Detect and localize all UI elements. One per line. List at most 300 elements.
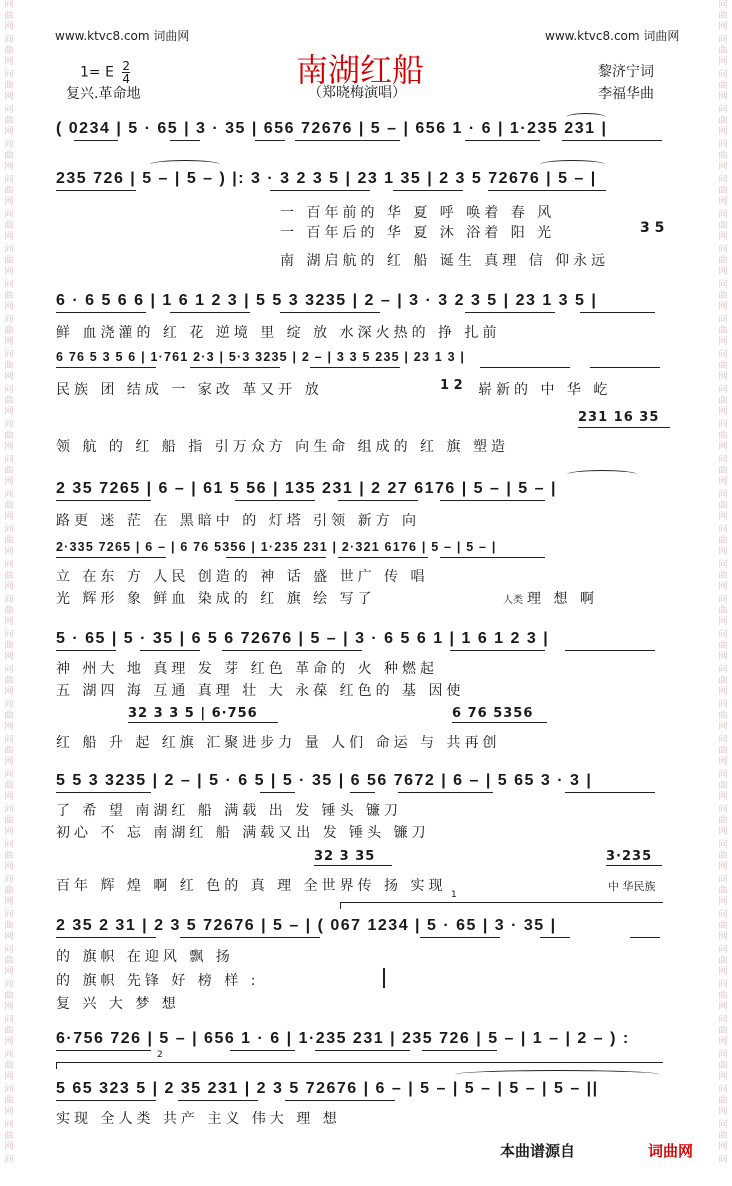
watermark-glyph: 曲: [4, 11, 14, 21]
watermark-glyph: 问: [4, 1085, 14, 1095]
watermark-glyph: 曲: [718, 326, 728, 336]
watermark-glyph: 曲: [4, 921, 14, 931]
score-line-5: 2 35 7265 | 6 – | 61 5 56 | 135 231 | 2 27 6176 | 5 – | 5 – |: [56, 480, 557, 497]
watermark-glyph: 网: [718, 57, 728, 67]
watermark-glyph: 网: [4, 1142, 14, 1152]
source-label: 本曲谱源自: [500, 1142, 576, 1160]
underline: [350, 792, 375, 793]
lyric-line-7-verse-1: 神 州大 地 真理 发 芽 红色 革命的 火 种燃起: [56, 661, 439, 677]
underline: [260, 792, 295, 793]
watermark-glyph: 曲: [718, 46, 728, 56]
watermark-glyph: 曲: [718, 221, 728, 231]
lyric-line-5: 路更 迷 茫 在 黑暗中 的 灯塔 引领 新方 向: [56, 513, 421, 529]
underline: [315, 1050, 410, 1051]
tie: [455, 1070, 660, 1079]
score-line-3: 6 · 6 5 6 6 | 1 6 1 2 3 | 5 5 3 3235 | 2 – | 3 · 3 2 3 5 | 23 1 3 5 |: [56, 292, 598, 309]
watermark-glyph: 问: [718, 1155, 728, 1165]
lyric-line-3: 鲜 血浇灌的 红 花 逆境 里 绽 放 水深火热的 挣 扎前: [56, 325, 501, 341]
watermark-glyph: 曲: [718, 501, 728, 511]
watermark-glyph: 问: [718, 490, 728, 500]
watermark-glyph: 问: [4, 525, 14, 535]
watermark-glyph: 问: [4, 945, 14, 955]
tempo-marking: 复兴.革命地: [66, 86, 141, 102]
watermark-glyph: 曲: [718, 11, 728, 21]
watermark-glyph: 问: [4, 840, 14, 850]
watermark-glyph: 曲: [718, 291, 728, 301]
lyric-line-6-verse-2: 光 辉形 象 鲜血 染成的 红 旗 绘 写了: [56, 591, 376, 607]
watermark-glyph: 曲: [718, 116, 728, 126]
watermark-glyph: 网: [718, 547, 728, 557]
underline: [578, 427, 670, 428]
lyric-line-9-verse-2: 的 旗帜 先锋 好 榜 样 :: [56, 973, 260, 989]
underline: [422, 1050, 497, 1051]
watermark-glyph: 网: [4, 407, 14, 417]
key-signature: [80, 60, 130, 85]
watermark-glyph: 问: [4, 770, 14, 780]
watermark-glyph: 曲: [718, 396, 728, 406]
underline: [393, 190, 463, 191]
watermark-glyph: 问: [4, 210, 14, 220]
song-title: 南湖红船: [296, 51, 425, 89]
ending-number-2: 2: [157, 1050, 163, 1060]
watermark-glyph: 曲: [718, 711, 728, 721]
underline: [280, 312, 380, 313]
watermark-glyph: 曲: [718, 1131, 728, 1141]
watermark-glyph: 网: [4, 197, 14, 207]
watermark-glyph: 网: [718, 1072, 728, 1082]
watermark-glyph: 问: [4, 665, 14, 675]
watermark-glyph: 曲: [718, 361, 728, 371]
watermark-glyph: 问: [718, 595, 728, 605]
watermark-glyph: 网: [4, 267, 14, 277]
watermark-glyph: 网: [718, 232, 728, 242]
underline: [56, 1050, 151, 1051]
watermark-glyph: 网: [718, 652, 728, 662]
watermark-glyph: 问: [718, 700, 728, 710]
underline: [440, 557, 545, 558]
underline: [180, 937, 320, 938]
underline: [270, 190, 370, 191]
watermark-glyph: 网: [4, 687, 14, 697]
watermark-glyph: 曲: [4, 151, 14, 161]
watermark-glyph: 问: [4, 315, 14, 325]
lyric-line-4: 领 航 的 红 船 指 引万众方 向生命 组成的 红 旗 塑造: [56, 439, 509, 455]
watermark-glyph: 网: [4, 1072, 14, 1082]
watermark-glyph: 网: [4, 162, 14, 172]
watermark-glyph: 网: [4, 442, 14, 452]
underline: [314, 865, 392, 866]
underline: [226, 557, 326, 558]
underline: [56, 500, 151, 501]
watermark-glyph: 曲: [718, 676, 728, 686]
lyric-line-2-verse-1: 一 百年前的 华 夏 呼 唤着 春 风: [280, 205, 556, 221]
watermark-glyph: 问: [718, 1120, 728, 1130]
time-bottom: 4: [122, 72, 131, 86]
watermark-glyph: 问: [718, 875, 728, 885]
watermark-glyph: 问: [718, 1085, 728, 1095]
ending-number: 1: [451, 890, 457, 900]
watermark-glyph: 问: [4, 35, 14, 45]
watermark-glyph: 网: [718, 372, 728, 382]
watermark-glyph: 网: [4, 862, 14, 872]
underline: [128, 722, 278, 723]
lyric-line-7-verse-2: 五 湖四 海 互通 真理 壮 大 永葆 红色的 基 因使: [56, 683, 465, 699]
watermark-glyph: 曲: [4, 466, 14, 476]
watermark-glyph: 曲: [718, 606, 728, 616]
underline: [190, 367, 280, 368]
watermark-glyph: 问: [4, 490, 14, 500]
watermark-glyph: 网: [4, 337, 14, 347]
watermark-glyph: 网: [718, 1142, 728, 1152]
watermark-glyph: 网: [4, 127, 14, 137]
score-line-10: 6·756 726 | 5 – | 656 1 · 6 | 1·235 231 | 235 726 | 5 – | 1 – | 2 – ) :: [56, 1030, 630, 1047]
watermark-glyph: 网: [4, 792, 14, 802]
underline: [590, 367, 660, 368]
watermark-glyph: 问: [4, 805, 14, 815]
watermark-glyph: 问: [718, 980, 728, 990]
underline: [580, 312, 655, 313]
watermark-glyph: 曲: [718, 781, 728, 791]
underline: [465, 140, 540, 141]
watermark-glyph: 网: [4, 932, 14, 942]
watermark-glyph: 曲: [4, 536, 14, 546]
watermark-glyph: 曲: [4, 291, 14, 301]
score-line-2: 235 726 | 5 – | 5 – ) |: 3 · 3 2 3 5 | 23 1 35 | 2 3 5 72676 | 5 – |: [56, 170, 597, 187]
watermark-glyph: 问: [718, 560, 728, 570]
watermark-glyph: 曲: [4, 501, 14, 511]
watermark-glyph: 问: [4, 420, 14, 430]
second-ending-bracket: [56, 1050, 663, 1069]
lyric-line-2-verse-2: 一 百年后的 华 夏 沐 浴着 阳 光: [280, 225, 556, 241]
watermark-glyph: 曲: [718, 641, 728, 651]
time-top: 2: [122, 59, 131, 73]
lyric-line-3-variant-b: 崭新的 中 华 屹: [478, 382, 612, 398]
underline: [56, 1100, 156, 1101]
watermark-glyph: 网: [4, 617, 14, 627]
watermark-glyph: 曲: [4, 186, 14, 196]
lyric-line-11: 实现 全人类 共产 主义 伟大 理 想: [56, 1111, 341, 1127]
watermark-glyph: 网: [4, 1107, 14, 1117]
site-url-left: www.ktvc8.com 词曲网: [55, 29, 190, 43]
watermark-glyph: 曲: [4, 676, 14, 686]
watermark-glyph: 网: [4, 1002, 14, 1012]
underline: [338, 557, 428, 558]
watermark-glyph: 曲: [4, 991, 14, 1001]
watermark-glyph: 曲: [4, 1026, 14, 1036]
watermark-glyph: 问: [718, 805, 728, 815]
watermark-glyph: 网: [718, 792, 728, 802]
underline: [170, 140, 200, 141]
watermark-glyph: 问: [4, 630, 14, 640]
watermark-glyph: 曲: [4, 746, 14, 756]
watermark-glyph: 问: [4, 350, 14, 360]
lyric-small-note: 人类: [503, 595, 523, 606]
watermark-glyph: 问: [4, 385, 14, 395]
watermark-glyph: 问: [718, 35, 728, 45]
watermark-glyph: 问: [718, 280, 728, 290]
score-line-7: 5 · 65 | 5 · 35 | 6 5 6 72676 | 5 – | 3 · 6 5 6 1 | 1 6 1 2 3 |: [56, 630, 550, 647]
watermark-glyph: 问: [718, 840, 728, 850]
watermark-glyph: 问: [4, 105, 14, 115]
watermark-glyph: 网: [718, 477, 728, 487]
watermark-glyph: 网: [4, 232, 14, 242]
watermark-glyph: 曲: [718, 571, 728, 581]
watermark-glyph: 曲: [4, 116, 14, 126]
pickup-notes-2: 1 2: [440, 378, 463, 393]
watermark-glyph: 曲: [718, 746, 728, 756]
underline: [230, 1050, 295, 1051]
watermark-glyph: 曲: [718, 851, 728, 861]
underline: [540, 937, 570, 938]
lyric-line-6-verse-1: 立 在东 方 人民 创造的 神 话 盛 世广 传 唱: [56, 569, 429, 585]
watermark-glyph: 曲: [4, 711, 14, 721]
watermark-glyph: 网: [718, 512, 728, 522]
lyric-line-8-verse-1: 了 希 望 南湖红 船 满载 出 发 锤头 镰刀: [56, 803, 403, 819]
watermark-glyph: 问: [718, 70, 728, 80]
watermark-glyph: 曲: [718, 81, 728, 91]
watermark-glyph: 曲: [718, 886, 728, 896]
watermark-glyph: 网: [718, 92, 728, 102]
watermark-glyph: 网: [718, 722, 728, 732]
underline: [452, 722, 547, 723]
lyric-line-8-verse-3: 百年 辉 煌 啊 红 色的 真 理 全世界传 扬 实现: [56, 878, 447, 894]
watermark-glyph: 网: [718, 862, 728, 872]
watermark-glyph: 曲: [4, 816, 14, 826]
watermark-glyph: 网: [4, 512, 14, 522]
underline: [630, 937, 660, 938]
underline: [255, 140, 285, 141]
watermark-glyph: 问: [4, 0, 14, 10]
underline: [285, 1100, 395, 1101]
watermark-glyph: 曲: [718, 1061, 728, 1071]
watermark-glyph: 问: [4, 175, 14, 185]
score-line-8: 5 5 3 3235 | 2 – | 5 · 6 5 | 5 · 35 | 6 56 7672 | 6 – | 5 65 3 · 3 |: [56, 772, 593, 789]
underline: [398, 792, 493, 793]
watermark-glyph: 问: [718, 945, 728, 955]
watermark-glyph: 问: [4, 280, 14, 290]
watermark-glyph: 网: [718, 162, 728, 172]
watermark-glyph: 问: [718, 770, 728, 780]
watermark-glyph: 曲: [4, 781, 14, 791]
watermark-glyph: 网: [718, 442, 728, 452]
watermark-glyph: 曲: [4, 1096, 14, 1106]
watermark-glyph: 曲: [718, 151, 728, 161]
watermark-glyph: 问: [4, 1050, 14, 1060]
watermark-glyph: 曲: [4, 606, 14, 616]
repeat-barline: [383, 968, 385, 988]
watermark-glyph: 网: [718, 757, 728, 767]
source-brand[interactable]: 词曲网: [648, 1142, 694, 1160]
score-line-11: 5 65 323 5 | 2 35 231 | 2 3 5 72676 | 6 – | 5 – | 5 – | 5 – | 5 – ||: [56, 1080, 599, 1097]
watermark-glyph: 网: [718, 932, 728, 942]
watermark-glyph: 网: [718, 337, 728, 347]
watermark-glyph: 问: [4, 560, 14, 570]
underline: [450, 650, 545, 651]
watermark-glyph: 曲: [718, 466, 728, 476]
underline: [480, 367, 570, 368]
site-url-right: www.ktvc8.com 词曲网: [545, 29, 680, 43]
left-watermark-column: [2, 0, 16, 1166]
watermark-glyph: 网: [718, 1037, 728, 1047]
watermark-glyph: 问: [4, 875, 14, 885]
watermark-glyph: 网: [718, 1107, 728, 1117]
watermark-glyph: 网: [718, 407, 728, 417]
watermark-glyph: 问: [718, 105, 728, 115]
watermark-glyph: 问: [4, 140, 14, 150]
underline: [606, 865, 662, 866]
watermark-glyph: 问: [718, 385, 728, 395]
watermark-glyph: 问: [718, 175, 728, 185]
underline: [170, 312, 250, 313]
pickup-notes: 3 5: [640, 220, 665, 236]
watermark-glyph: 网: [718, 582, 728, 592]
underline: [295, 140, 400, 141]
watermark-glyph: 问: [4, 735, 14, 745]
watermark-glyph: 网: [4, 827, 14, 837]
watermark-glyph: 问: [718, 665, 728, 675]
watermark-glyph: 曲: [4, 46, 14, 56]
tie: [567, 470, 637, 479]
underline: [562, 140, 662, 141]
watermark-glyph: 曲: [718, 991, 728, 1001]
watermark-glyph: 网: [718, 302, 728, 312]
watermark-glyph: 曲: [4, 641, 14, 651]
watermark-glyph: 网: [718, 687, 728, 697]
watermark-glyph: 问: [4, 1120, 14, 1130]
watermark-glyph: 网: [4, 1037, 14, 1047]
watermark-glyph: 问: [718, 245, 728, 255]
watermark-glyph: 网: [4, 897, 14, 907]
watermark-glyph: 网: [718, 197, 728, 207]
watermark-glyph: 问: [718, 0, 728, 10]
watermark-glyph: 网: [4, 547, 14, 557]
watermark-glyph: 网: [718, 617, 728, 627]
underline: [310, 367, 400, 368]
time-signature: [122, 60, 130, 85]
watermark-glyph: 曲: [4, 851, 14, 861]
watermark-glyph: 曲: [4, 326, 14, 336]
underline: [56, 312, 146, 313]
lyricist-credit: 黎济宁词: [598, 64, 654, 80]
watermark-glyph: 曲: [4, 361, 14, 371]
watermark-glyph: 问: [718, 910, 728, 920]
watermark-glyph: 网: [718, 267, 728, 277]
watermark-glyph: 网: [718, 22, 728, 32]
watermark-glyph: 网: [4, 22, 14, 32]
watermark-glyph: 曲: [4, 571, 14, 581]
watermark-glyph: 问: [4, 1155, 14, 1165]
watermark-glyph: 问: [718, 1015, 728, 1025]
watermark-glyph: 问: [4, 700, 14, 710]
sub-melody-8b: 3·235: [606, 849, 653, 864]
watermark-glyph: 曲: [4, 431, 14, 441]
underline: [235, 500, 315, 501]
watermark-glyph: 曲: [718, 431, 728, 441]
watermark-glyph: 网: [4, 722, 14, 732]
watermark-glyph: 问: [718, 735, 728, 745]
underline: [140, 650, 200, 651]
watermark-glyph: 曲: [718, 256, 728, 266]
singer-credit: （郑晓梅演唱）: [308, 85, 406, 101]
watermark-glyph: 曲: [718, 816, 728, 826]
watermark-glyph: 网: [4, 967, 14, 977]
sub-melody-7b: 6 76 5356: [452, 706, 534, 721]
watermark-glyph: 曲: [718, 1026, 728, 1036]
watermark-glyph: 曲: [4, 221, 14, 231]
right-watermark-column: [716, 0, 730, 1166]
lyric-line-3-variant: 民族 团 结成 一 家改 革又开 放: [56, 382, 323, 398]
underline: [565, 650, 655, 651]
watermark-glyph: 问: [718, 1050, 728, 1060]
watermark-glyph: 网: [718, 897, 728, 907]
watermark-glyph: 曲: [718, 186, 728, 196]
underline: [565, 792, 655, 793]
watermark-glyph: 网: [4, 652, 14, 662]
underline: [420, 937, 500, 938]
tie: [150, 160, 220, 169]
watermark-glyph: 曲: [4, 256, 14, 266]
watermark-glyph: 网: [718, 1002, 728, 1012]
watermark-glyph: 问: [4, 595, 14, 605]
watermark-glyph: 曲: [718, 536, 728, 546]
underline: [222, 650, 362, 651]
watermark-glyph: 问: [718, 420, 728, 430]
watermark-glyph: 问: [4, 245, 14, 255]
lyric-line-2-verse-3: 南 湖启航的 红 船 诞生 真理 信 仰永远: [280, 253, 610, 269]
watermark-glyph: 网: [4, 372, 14, 382]
watermark-glyph: 问: [718, 140, 728, 150]
tie: [566, 113, 606, 122]
watermark-glyph: 问: [718, 630, 728, 640]
watermark-glyph: 网: [718, 127, 728, 137]
lyric-line-9-verse-1: 的 旗帜 在迎风 飘 扬: [56, 949, 234, 965]
underline: [74, 140, 118, 141]
lyric-line-7-verse-3: 红 船 升 起 红旗 汇聚进步力 量 人们 命运 与 共再创: [56, 735, 501, 751]
watermark-glyph: 问: [718, 210, 728, 220]
watermark-glyph: 问: [4, 980, 14, 990]
watermark-glyph: 曲: [4, 1061, 14, 1071]
watermark-glyph: 网: [4, 477, 14, 487]
lyric-line-8-verse-2: 初心 不 忘 南湖红 船 满载又出 发 锤头 镰刀: [56, 825, 430, 841]
watermark-glyph: 问: [718, 525, 728, 535]
underline: [488, 190, 606, 191]
watermark-glyph: 网: [718, 967, 728, 977]
sub-melody-7a: 32 3 3 5 | 6·756: [128, 706, 258, 721]
watermark-glyph: 曲: [4, 396, 14, 406]
watermark-glyph: 曲: [4, 1131, 14, 1141]
watermark-glyph: 网: [718, 827, 728, 837]
lyric-small-note-2: 中 华民族: [608, 880, 656, 893]
watermark-glyph: 问: [718, 315, 728, 325]
watermark-glyph: 网: [4, 92, 14, 102]
score-line-9: 2 35 2 31 | 2 3 5 72676 | 5 – | ( 067 1234 | 5 · 65 | 3 · 35 |: [56, 917, 557, 934]
watermark-glyph: 网: [4, 302, 14, 312]
key-text: 1= E: [80, 64, 114, 81]
watermark-glyph: 网: [4, 582, 14, 592]
watermark-glyph: 曲: [718, 921, 728, 931]
watermark-glyph: 曲: [4, 956, 14, 966]
score-line-3-variant: 6 76 5 3 5 6 | 1·761 2·3 | 5·3 3235 | 2 – | 3 3 5 235 | 23 1 3 |: [56, 350, 466, 364]
underline: [56, 557, 166, 558]
watermark-glyph: 问: [4, 70, 14, 80]
composer-credit: 李福华曲: [598, 86, 654, 102]
watermark-glyph: 问: [4, 1015, 14, 1025]
lyric-line-9-verse-3: 复 兴 大 梦 想: [56, 996, 180, 1012]
watermark-glyph: 问: [4, 455, 14, 465]
underline: [338, 500, 418, 501]
lyric-line-6-verse-2b: 理 想 啊: [527, 591, 598, 607]
watermark-glyph: 曲: [4, 81, 14, 91]
